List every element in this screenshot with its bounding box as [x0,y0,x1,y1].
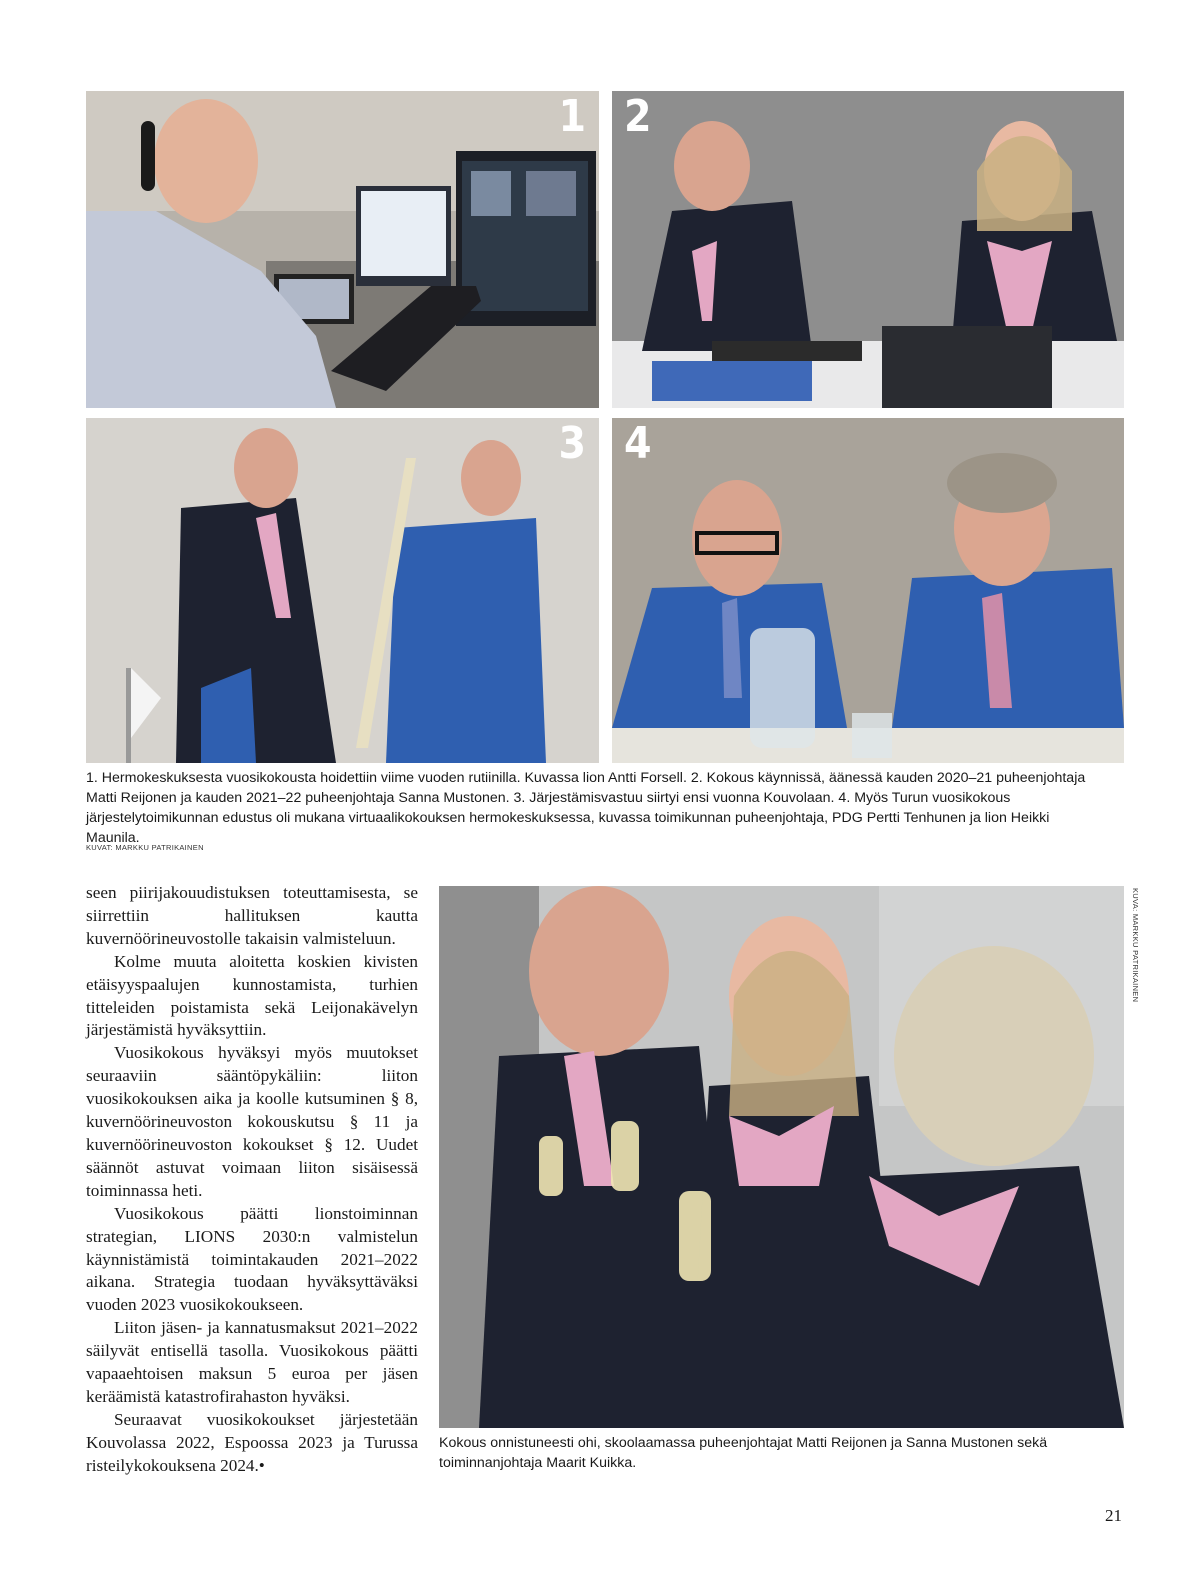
photo-toast [439,886,1124,1428]
photo-3-handover [86,418,599,763]
body-paragraph: Vuosikokous päätti lionstoiminnan strategian, LIONS 2030:n valmistelun käynnistämistä toimintakauden 2021–2022 aikana. Strategia tuodaan hyväksyttäväksi vuoden 2023 vuosikokoukseen. [86,1203,418,1315]
photo-number-2: 2 [624,91,651,142]
photo-number-3: 3 [558,418,585,469]
body-paragraph: seen piirijakouudistuksen toteuttamisesta, se siirrettiin hallituksen kautta kuvernöörineuvostolle takaisin valmisteluun. [86,883,418,948]
body-paragraph: Vuosikokous hyväksyi myös muutokset seuraaviin sääntöpykäliin: liiton vuosikokouksen aika ja koolle kutsuminen § 8, kuvernöörineuvoston kokouskutsu § 11 ja kuvernöörineuvoston kokoukset § 12. Uudet säännöt astuvat voimaan liiton sisäisessä toiminnassa heti. [86,1043,418,1200]
body-paragraph: Liiton jäsen- ja kannatusmaksut 2021–2022 säilyvät entisellä tasolla. Vuosikokous päätti vapaaehtoisen maksun 5 euroa per jäsen keräämistä katastrofirahaston hyväksi. [86,1318,418,1406]
photo-number-4: 4 [624,418,651,469]
photo-1-control-room [86,91,599,408]
body-paragraph: Seuraavat vuosikokoukset järjestetään Kouvolassa 2022, Espoossa 2023 ja Turussa risteilykokouksena 2024.• [86,1409,418,1475]
body-paragraph: Kolme muuta aloitetta koskien kivisten etäisyyspaalujen kunnostamista, turhien titteleiden poistamista sekä Leijonakävelyn järjestämistä hyväksyttiin. [86,951,418,1040]
photo-credit-top: KUVAT: MARKKU PATRIKAINEN [86,843,204,852]
photo-4-turku-committee [612,418,1124,763]
photo-2-meeting [612,91,1124,408]
photo-credit-side: KUVA: MARKKU PATRIKAINEN [1131,888,1140,1003]
page-number: 21 [1105,1506,1122,1525]
photo-caption-top: 1. Hermokeskuksesta vuosikokousta hoidettiin viime vuoden rutiinilla. Kuvassa lion Antti Forsell. 2. Kokous käynnissä, äänessä kauden 2020–21 puheenjohtaja Matti Reijonen ja kauden 2021–22 puheenjohtaja Sanna Mustonen. 3. Järjestämisvastuu siirtyi ensi vuonna Kouvolaan. 4. Myös Turun vuosikokous järjestelytoimikunnan edustus oli mukana virtuaalikokouksen hermokeskuksessa, kuvassa toimikunnan puheenjohtaja, PDG Pertti Tenhunen ja lion Heikki Maunila. [86,770,1086,846]
photo-number-1: 1 [558,91,585,142]
photo-caption-toast: Kokous onnistuneesti ohi, skoolaamassa puheenjohtajat Matti Reijonen ja Sanna Mustonen sekä toiminnanjohtaja Maarit Kuikka. [439,1435,1048,1471]
article-body [86,882,418,1478]
